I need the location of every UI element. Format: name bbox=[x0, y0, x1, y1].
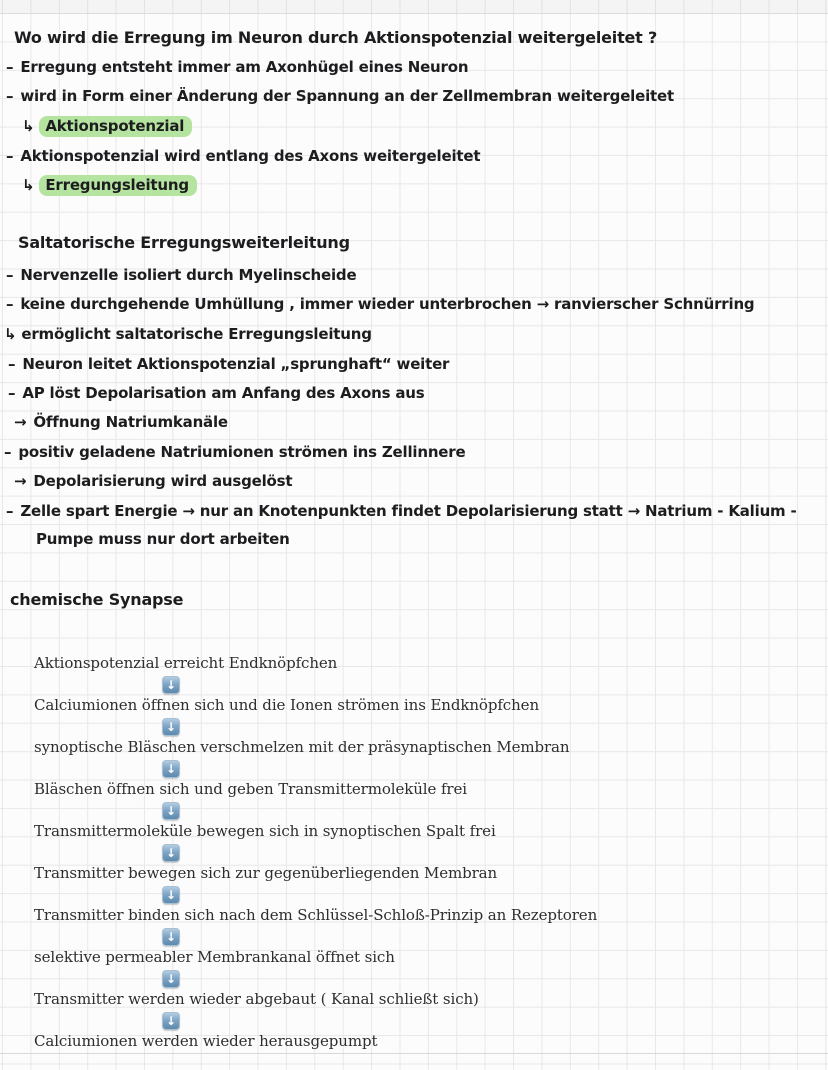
down-arrow-icon: ↓ bbox=[162, 760, 180, 778]
flow-item bbox=[34, 738, 597, 780]
flow-step: Bläschen öffnen sich und geben Transmittermoleküle frei bbox=[34, 780, 467, 798]
right-arrow-icon: → bbox=[14, 472, 27, 490]
note-line-text: Öffnung Natriumkanäle bbox=[33, 413, 228, 431]
flow-step: selektive permeabler Membrankanal öffnet sich bbox=[34, 948, 395, 966]
section-title-saltatorische bbox=[18, 233, 350, 253]
dash-bullet: – bbox=[6, 295, 14, 313]
note-line-text: Zelle spart Energie → nur an Knotenpunkten findet Depolarisierung statt → Natrium - Kalium - bbox=[20, 502, 797, 520]
note-line bbox=[6, 57, 468, 77]
flow-item bbox=[34, 822, 597, 864]
section-title-text: chemische Synapse bbox=[10, 590, 184, 609]
note-line-text: wird in Form einer Änderung der Spannung an der Zellmembran weitergeleitet bbox=[20, 87, 674, 105]
question-title bbox=[14, 28, 657, 48]
flow-item bbox=[34, 1032, 597, 1070]
note-line-text: Pumpe muss nur dort arbeiten bbox=[36, 530, 290, 548]
flow-item bbox=[34, 864, 597, 906]
dash-bullet: – bbox=[8, 384, 16, 402]
note-line-text: Neuron leitet Aktionspotenzial „sprunghaft“ weiter bbox=[22, 355, 450, 373]
down-arrow-icon: ↓ bbox=[162, 970, 180, 988]
right-arrow-icon: → bbox=[14, 413, 27, 431]
dash-bullet: – bbox=[6, 87, 14, 105]
section-title-chemische-synapse bbox=[10, 590, 183, 610]
flow-step: Calciumionen öffnen sich und die Ionen strömen ins Endknöpfchen bbox=[34, 696, 540, 714]
flow-item bbox=[34, 990, 597, 1032]
note-line bbox=[22, 116, 192, 136]
flow-step: Aktionspotenzial erreicht Endknöpfchen bbox=[34, 654, 338, 672]
question-title-text: Wo wird die Erregung im Neuron durch Aktionspotenzial weitergeleitet ? bbox=[14, 28, 658, 47]
down-arrow-icon: ↓ bbox=[162, 886, 180, 904]
note-line-text: AP löst Depolarisation am Anfang des Axons aus bbox=[22, 384, 425, 402]
branch-arrow-icon: ↳ bbox=[22, 176, 35, 194]
flow-item bbox=[34, 654, 597, 696]
dash-bullet: – bbox=[8, 355, 16, 373]
flow-step: Calciumionen werden wieder herausgepumpt bbox=[34, 1032, 378, 1050]
note-line bbox=[36, 529, 290, 549]
note-line bbox=[8, 354, 449, 374]
flow-step: Transmitter werden wieder abgebaut ( Kanal schließt sich) bbox=[34, 990, 479, 1008]
note-line bbox=[8, 383, 425, 403]
flow-item bbox=[34, 906, 597, 948]
flow-step: synoptische Bläschen verschmelzen mit der präsynaptischen Membran bbox=[34, 738, 570, 756]
branch-arrow-icon: ↳ bbox=[4, 325, 17, 343]
note-line-text: ermöglicht saltatorische Erregungsleitung bbox=[21, 325, 372, 343]
flow-item bbox=[34, 696, 597, 738]
note-line-text: keine durchgehende Umhüllung , immer wieder unterbrochen → ranvierscher Schnürring bbox=[20, 295, 755, 313]
down-arrow-icon: ↓ bbox=[162, 844, 180, 862]
down-arrow-icon: ↓ bbox=[162, 1012, 180, 1030]
down-arrow-icon: ↓ bbox=[162, 718, 180, 736]
down-arrow-icon: ↓ bbox=[162, 802, 180, 820]
note-line-text: Aktionspotenzial wird entlang des Axons weitergeleitet bbox=[20, 147, 481, 165]
note-line bbox=[6, 265, 356, 285]
note-line-text: Erregung entsteht immer am Axonhügel eines Neuron bbox=[20, 58, 469, 76]
note-line bbox=[22, 175, 197, 195]
note-line-text: positiv geladene Natriumionen strömen ins Zellinnere bbox=[18, 443, 466, 461]
note-line bbox=[4, 324, 372, 344]
note-line bbox=[14, 471, 292, 491]
flow-item bbox=[34, 948, 597, 990]
flow-item bbox=[34, 780, 597, 822]
section-title-text: Saltatorische Erregungsweiterleitung bbox=[18, 233, 350, 252]
down-arrow-icon: ↓ bbox=[162, 676, 180, 694]
dash-bullet: – bbox=[6, 266, 14, 284]
branch-arrow-icon: ↳ bbox=[22, 117, 35, 135]
flow-step: Transmitter bewegen sich zur gegenüberliegenden Membran bbox=[34, 864, 498, 882]
flow-step: Transmittermoleküle bewegen sich in synoptischen Spalt frei bbox=[34, 822, 496, 840]
dash-bullet: – bbox=[6, 58, 14, 76]
note-line bbox=[14, 412, 228, 432]
highlighted-term: Aktionspotenzial bbox=[39, 116, 192, 137]
page-top-edge bbox=[0, 0, 828, 14]
dash-bullet: – bbox=[6, 502, 14, 520]
highlighted-term: Erregungsleitung bbox=[39, 175, 197, 196]
note-line-text: Depolarisierung wird ausgelöst bbox=[33, 472, 293, 490]
note-line bbox=[4, 442, 465, 462]
note-line-text: Nervenzelle isoliert durch Myelinscheide bbox=[20, 266, 357, 284]
note-line bbox=[6, 294, 754, 314]
flow-step: Transmitter binden sich nach dem Schlüssel-Schloß-Prinzip an Rezeptoren bbox=[34, 906, 598, 924]
down-arrow-icon: ↓ bbox=[162, 928, 180, 946]
note-line bbox=[6, 86, 674, 106]
note-line bbox=[6, 146, 480, 166]
dash-bullet: – bbox=[6, 147, 14, 165]
note-line bbox=[6, 501, 797, 521]
dash-bullet: – bbox=[4, 443, 12, 461]
synapse-flowchart bbox=[34, 654, 597, 1070]
